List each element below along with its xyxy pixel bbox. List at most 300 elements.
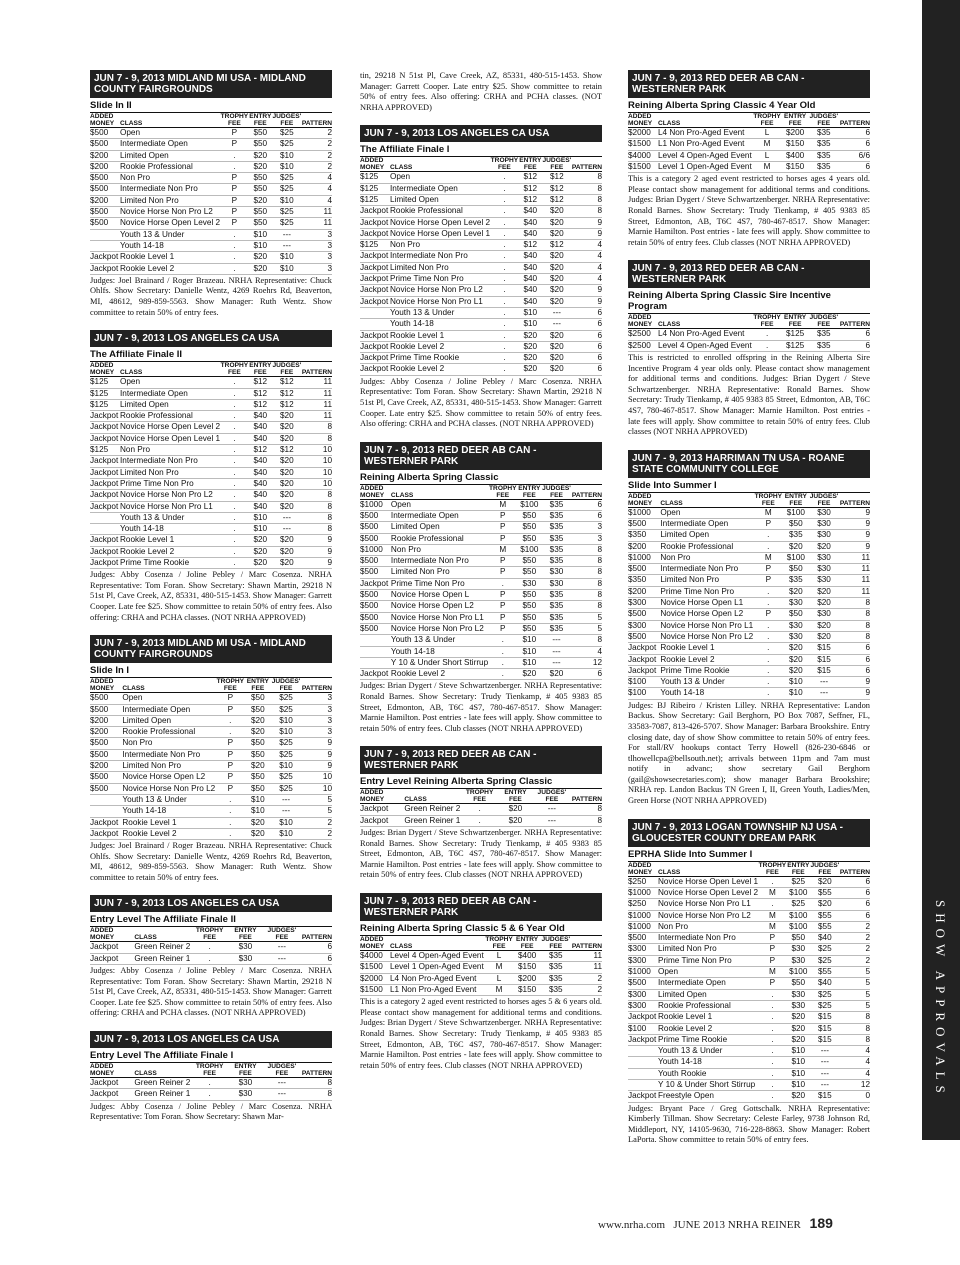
table-row — [360, 183, 602, 194]
cell-pattern: 8 — [840, 1023, 870, 1034]
cell-trophy: . — [490, 330, 519, 341]
cell-trophy: P — [215, 761, 245, 772]
cell-money: $2500 — [628, 329, 658, 340]
cell-entry: $35 — [783, 575, 808, 586]
cell-pattern: 4 — [302, 184, 332, 195]
cell-pattern: 8 — [840, 1012, 870, 1023]
cell-trophy: M — [752, 139, 783, 150]
cell-trophy: . — [220, 388, 249, 399]
cell-pattern: 3 — [302, 240, 332, 251]
cell-pattern: 2 — [302, 128, 332, 139]
cell-pattern: 8 — [572, 815, 602, 826]
cell-entry: $30 — [787, 955, 810, 966]
cell-entry: $50 — [245, 704, 270, 715]
show-header: JUN 7 - 9, 2013 LOS ANGELES CA USA — [360, 125, 602, 142]
page-number: 189 — [809, 1215, 833, 1231]
cell-money: $500 — [360, 556, 391, 567]
cell-judges: $25 — [810, 955, 840, 966]
cell-money: Jackpot — [360, 285, 389, 295]
class-group-title: Slide In I — [90, 663, 332, 678]
cell-class: Non Pro — [122, 738, 215, 749]
cell-trophy: . — [753, 688, 783, 699]
cell-class: Prime Time Rookie — [658, 1034, 758, 1045]
cell-trophy: . — [220, 467, 249, 478]
cell-money: $125 — [360, 183, 390, 194]
page-footer — [598, 1215, 833, 1231]
table-row — [360, 544, 602, 555]
cell-money: $125 — [90, 399, 120, 410]
cell-trophy: . — [488, 646, 517, 657]
show-section — [90, 635, 332, 883]
cell-class: Limited Open — [658, 989, 758, 1000]
table-row — [360, 984, 602, 995]
class-table — [628, 113, 870, 173]
table-row — [90, 738, 332, 749]
cell-trophy: P — [220, 184, 249, 195]
column-header-pattern: PATTERN — [571, 796, 602, 804]
cell-trophy: P — [215, 738, 245, 749]
cell-judges: $35 — [541, 499, 572, 510]
cell-entry: $30 — [229, 1089, 262, 1100]
cell-trophy: . — [220, 411, 249, 422]
cell-money: Jackpot — [90, 953, 134, 964]
cell-judges: $35 — [541, 601, 572, 612]
cell-entry: $50 — [517, 567, 541, 578]
show-section — [90, 70, 332, 318]
column-header-pattern: PATTERN — [301, 120, 332, 127]
cell-money: Jackpot — [360, 815, 404, 826]
cell-judges: $20 — [542, 251, 572, 262]
cell-trophy: . — [490, 307, 519, 318]
footer-site: www.nrha.com — [598, 1219, 666, 1231]
cell-trophy: M — [753, 552, 783, 563]
cell-judges: $25 — [270, 749, 302, 760]
cell-money — [360, 319, 390, 330]
table-row — [628, 654, 870, 665]
cell-class: Novice Horse Open Level 1 — [657, 876, 759, 886]
table-body — [628, 128, 870, 173]
show-notes: Judges: Abby Cosenza / Joline Pebley / Marc Cosenza. NRHA Representative: Tom Foran. Show Secretary: Shawn Martin, 29218 N 51st Pl, Cave Creek, AZ, 85331, 480-515-1453. Show Manager: Garrett Cooper. Late fee $25. Show committee to retain 50% of entry fees. Also offering: CRHA and PCHA classes. (NOT NRHA APPROVED) — [90, 966, 332, 1018]
show-notes: Judges: Bryant Pace / Greg Gottschalk. NRHA Representative: Kimberly Tillman. Show Secretary: Celeste Farley, 9738 Johnson Rd, Middleport, NY, 14105-9630, 716-228-8863. Show Manager: Robert LaPorta. Show committee to retain 50% of entry fees. — [628, 1103, 870, 1145]
cell-judges: $20 — [542, 285, 572, 296]
cell-trophy: M — [758, 967, 787, 978]
table-row — [628, 933, 870, 944]
cell-judges: $25 — [272, 173, 302, 184]
cell-trophy: . — [490, 251, 519, 262]
cell-trophy: M — [753, 507, 783, 518]
cell-money: $125 — [360, 194, 390, 205]
cell-pattern: 11 — [572, 950, 602, 961]
table-row — [360, 194, 602, 205]
cell-judges: $35 — [541, 612, 572, 623]
cell-judges: $55 — [810, 921, 840, 932]
table-head — [360, 485, 602, 500]
cell-entry: $40 — [249, 467, 272, 478]
cell-class: Rookie Level 1 — [122, 817, 215, 828]
cell-judges: $10 — [272, 263, 302, 274]
cell-money: $2000 — [628, 128, 658, 139]
table-row — [90, 445, 332, 456]
cell-class: Youth 13 & Under — [660, 677, 753, 688]
cell-class: Youth 13 & Under — [122, 794, 215, 805]
table-row — [628, 643, 870, 654]
table-row — [628, 598, 870, 609]
cell-judges: --- — [541, 657, 572, 668]
cell-entry: $20 — [245, 828, 270, 839]
cell-trophy: . — [220, 456, 249, 467]
cell-class: Intermediate Non Pro — [120, 456, 220, 467]
cell-pattern: 9 — [302, 535, 332, 546]
cell-class: Rookie Level 2 — [660, 654, 753, 665]
cell-class: Rookie Professional — [390, 206, 490, 217]
cell-entry: $20 — [249, 546, 272, 557]
column-header-entry: ENTRY FEE — [787, 861, 810, 876]
cell-trophy: . — [220, 433, 249, 444]
cell-judges: $20 — [272, 490, 302, 501]
cell-pattern: 6 — [840, 876, 870, 887]
cell-entry: $50 — [783, 609, 808, 620]
cell-trophy: . — [753, 665, 783, 676]
cell-pattern: 10 — [302, 445, 332, 456]
cell-money: $500 — [628, 631, 660, 642]
header-row — [90, 362, 332, 377]
cell-pattern: 8 — [302, 490, 332, 501]
show-section — [360, 125, 602, 429]
cell-trophy: P — [488, 510, 517, 521]
table-row — [360, 228, 602, 239]
table-row — [628, 1068, 870, 1079]
table-row — [90, 478, 332, 489]
cell-trophy: P — [753, 575, 783, 586]
cell-entry: $20 — [249, 150, 272, 161]
cell-money: Jackpot — [360, 206, 389, 216]
column-header-judges: JUDGES' FEE — [541, 935, 571, 950]
cell-money: Jackpot — [90, 478, 119, 488]
cell-judges: $40 — [810, 978, 840, 989]
cell-pattern: 3 — [302, 715, 332, 726]
class-table — [360, 485, 602, 681]
cell-class: Youth 14-18 — [122, 806, 215, 817]
cell-money: $1500 — [628, 139, 658, 150]
table-row — [90, 173, 332, 184]
table-row — [628, 1080, 870, 1091]
cell-trophy: P — [220, 128, 249, 139]
table-row — [90, 411, 332, 422]
cell-entry: $100 — [787, 887, 810, 898]
column-header-judges: JUDGES' FEE — [272, 362, 302, 377]
cell-entry: $50 — [517, 612, 541, 623]
cell-entry: $100 — [787, 921, 810, 932]
cell-money: Jackpot — [90, 501, 119, 511]
table-body — [90, 128, 332, 275]
cell-money: Jackpot — [628, 665, 660, 676]
cell-judges: $35 — [540, 962, 572, 973]
cell-judges: $30 — [808, 552, 840, 563]
table-row — [628, 1012, 870, 1023]
cell-trophy: . — [758, 1012, 787, 1023]
cell-judges: --- — [262, 942, 302, 953]
cell-money: Jackpot — [90, 252, 119, 262]
cell-entry: $30 — [787, 1000, 810, 1011]
cell-trophy: . — [215, 817, 245, 828]
table-row — [90, 512, 332, 523]
table-row — [360, 296, 602, 307]
cell-trophy: . — [190, 942, 229, 953]
cell-pattern: 9 — [572, 228, 602, 239]
cell-pattern: 8 — [572, 804, 602, 815]
cell-money: Jackpot — [90, 1089, 134, 1100]
table-row — [360, 567, 602, 578]
cell-judges: --- — [272, 229, 302, 240]
table-row — [360, 330, 602, 341]
cell-money — [90, 806, 122, 817]
cell-judges: $15 — [810, 1023, 840, 1034]
show-header: JUN 7 - 9, 2013 MIDLAND MI USA - MIDLAND COUNTY FAIRGROUNDS — [90, 70, 332, 98]
cell-entry: $10 — [249, 240, 272, 251]
cell-entry: $40 — [249, 456, 272, 467]
table-row — [360, 646, 602, 657]
cell-class: Rookie Level 2 — [120, 263, 220, 274]
cell-money: $200 — [90, 161, 120, 172]
cell-entry: $20 — [249, 557, 272, 568]
cell-entry: $40 — [249, 433, 272, 444]
cell-money: $1000 — [360, 544, 391, 555]
table-row — [360, 556, 602, 567]
cell-money: $200 — [90, 727, 122, 738]
cell-trophy: . — [753, 654, 783, 665]
cell-judges: $12 — [542, 172, 572, 183]
class-group-title: Entry Level The Affiliate Finale I — [90, 1048, 332, 1063]
cell-judges: $20 — [272, 535, 302, 546]
cell-pattern: 6 — [840, 643, 870, 654]
cell-class: Prime Time Rookie — [120, 557, 220, 568]
table-row — [628, 150, 870, 161]
cell-pattern: 8 — [572, 578, 602, 589]
cell-money: $300 — [628, 1000, 658, 1011]
cell-trophy: . — [490, 183, 519, 194]
table-row — [360, 217, 602, 228]
cell-trophy: . — [753, 541, 783, 552]
cell-entry: $40 — [249, 411, 272, 422]
show-notes: Judges: Abby Cosenza / Joline Pebley / Marc Cosenza. NRHA Representative: Tom Foran. Show Secretary: Shawn Martin, 29218 N 51st Pl, Cave Creek, AZ, 85331, 480-515-1453. Show Manager: Garrett Cooper. Late entry $25. Show committee to retain 50% of entry fees. Also offering: CRHA and PCHA classes. (NOT NRHA APPROVED) — [360, 376, 602, 429]
column-header-trophy: TROPHY FEE — [485, 935, 513, 950]
cell-money: $500 — [628, 978, 658, 989]
cell-pattern: 8 — [572, 590, 602, 601]
cell-money: $100 — [628, 688, 660, 699]
show-header: JUN 7 - 9, 2013 LOS ANGELES CA USA — [90, 895, 332, 912]
cell-class: Youth 13 & Under — [120, 229, 220, 240]
cell-money: Jackpot — [90, 817, 122, 828]
table-row — [628, 1023, 870, 1034]
cell-judges: $10 — [272, 195, 302, 206]
cell-judges: $35 — [541, 522, 572, 533]
column-header-class: CLASS — [657, 321, 681, 329]
cell-money: $500 — [90, 184, 120, 195]
cell-class: Non Pro — [390, 240, 490, 251]
cell-pattern: 6 — [572, 319, 602, 330]
cell-judges: $35 — [540, 973, 572, 984]
cell-judges: $55 — [810, 967, 840, 978]
header-row — [628, 314, 870, 329]
cell-entry: $20 — [499, 804, 532, 815]
table-row — [628, 552, 870, 563]
column-header-class: CLASS — [389, 942, 413, 950]
cell-judges: $20 — [542, 330, 572, 341]
table-row — [360, 578, 602, 589]
column-header-pattern: PATTERN — [839, 868, 870, 876]
cell-pattern: 3 — [302, 263, 332, 274]
cell-pattern: 8 — [572, 544, 602, 555]
cell-pattern: 9 — [302, 738, 332, 749]
cell-class: Level 1 Open-Aged Event — [389, 962, 484, 972]
cell-class: Novice Horse Non Pro L1 — [390, 296, 490, 307]
cell-pattern: 11 — [840, 575, 870, 586]
header-row — [90, 678, 332, 693]
cell-judges: $15 — [808, 643, 840, 654]
cell-class: Rookie Level 2 — [122, 828, 215, 839]
cell-class: Rookie Level 2 — [390, 341, 490, 352]
cell-judges: $35 — [540, 984, 572, 995]
sidebar-label: SHOW APPROVALS — [933, 900, 948, 1099]
cell-money: $1000 — [628, 887, 658, 898]
table-row — [90, 1089, 332, 1100]
cell-pattern: 8 — [572, 206, 602, 217]
cell-pattern: 2 — [302, 161, 332, 172]
cell-pattern: 3 — [302, 252, 332, 263]
cell-trophy: . — [490, 274, 519, 285]
table-row — [90, 139, 332, 150]
cell-money: $500 — [360, 510, 391, 521]
cell-class: Limited Open — [122, 715, 215, 726]
cell-judges: $25 — [810, 1000, 840, 1011]
cell-trophy: . — [490, 296, 519, 307]
header-row — [628, 113, 870, 128]
cell-class: Novice Horse Open Level 2 — [119, 422, 221, 432]
cell-trophy: . — [220, 399, 249, 410]
cell-money: Jackpot — [360, 364, 389, 374]
table-row — [360, 612, 602, 623]
cell-trophy: . — [215, 806, 245, 817]
cell-class: Limited Non Pro — [120, 467, 220, 478]
cell-entry: $20 — [249, 195, 272, 206]
cell-money: $500 — [628, 518, 660, 529]
cell-pattern: 4 — [572, 240, 602, 251]
cell-trophy: P — [220, 195, 249, 206]
cell-trophy: P — [488, 601, 517, 612]
table-row — [628, 340, 870, 351]
cell-money: $500 — [628, 564, 660, 575]
cell-money: $1500 — [360, 962, 390, 973]
table-row — [90, 218, 332, 229]
show-notes: Judges: Abby Cosenza / Joline Pebley / Marc Cosenza. NRHA Representative: Tom Foran. Show Secretary: Shawn Martin, 29218 N 51st Pl, Cave Creek, AZ, 85331, 480-515-1453. Show Manager: Garrett Cooper. Late fee $25. Show committee to retain 50% of entry fees. Also offering: CRHA and PCHA classes. (NOT NRHA APPROVED) — [90, 570, 332, 622]
cell-entry: $10 — [245, 806, 270, 817]
cell-class: Limited Open — [391, 522, 488, 533]
cell-entry: $20 — [249, 161, 272, 172]
cell-trophy: . — [752, 340, 783, 351]
cell-entry: $50 — [517, 510, 541, 521]
cell-entry: $50 — [787, 978, 810, 989]
cell-pattern: 11 — [840, 552, 870, 563]
cell-pattern: 5 — [572, 623, 602, 634]
cell-trophy: P — [220, 207, 249, 218]
cell-class: Novice Horse Open Level 2 — [657, 887, 759, 897]
cell-class: Intermediate Non Pro — [120, 184, 220, 195]
cell-class: Novice Horse Open Level 2 — [119, 218, 221, 228]
cell-class: Youth Rookie — [658, 1068, 758, 1079]
cell-money: Jackpot — [90, 546, 119, 556]
cell-class: Rookie Professional — [120, 411, 220, 422]
cell-pattern: 6 — [572, 341, 602, 352]
cell-money: Jackpot — [628, 643, 660, 654]
cell-judges: $35 — [808, 139, 840, 150]
cell-money: $1000 — [628, 921, 658, 932]
column-header-entry: ENTRY FEE — [249, 362, 272, 377]
cell-judges: $20 — [272, 433, 302, 444]
cell-entry: $20 — [519, 341, 542, 352]
table-row — [90, 942, 332, 953]
cell-trophy: . — [490, 262, 519, 273]
show-header: JUN 7 - 9, 2013 LOGAN TOWNSHIP NJ USA - GLOUCESTER COUNTY DREAM PARK — [628, 819, 870, 847]
column-header-entry: ENTRY FEE — [516, 935, 539, 950]
cell-judges: $35 — [808, 161, 840, 172]
cell-pattern: 9 — [840, 688, 870, 699]
show-header: JUN 7 - 9, 2013 LOS ANGELES CA USA — [90, 330, 332, 347]
cell-class: Prime Time Non Pro — [660, 586, 753, 597]
cell-judges: $25 — [272, 184, 302, 195]
cell-class: Rookie Level 2 — [391, 669, 488, 680]
show-header: JUN 7 - 9, 2013 RED DEER AB CAN - WESTERNER PARK — [360, 442, 602, 470]
cell-trophy: . — [220, 535, 249, 546]
class-table — [90, 678, 332, 840]
cell-money: Jackpot — [360, 804, 404, 815]
cell-entry: $400 — [514, 950, 539, 961]
cell-entry: $40 — [249, 490, 272, 501]
cell-class: Youth 14-18 — [120, 240, 220, 251]
column-header-money: ADDED MONEY — [628, 861, 653, 876]
table-row — [90, 535, 332, 546]
cell-money: $1500 — [360, 984, 390, 995]
cell-entry: $25 — [787, 876, 810, 887]
cell-class: Rookie Level 2 — [390, 364, 490, 375]
cell-judges: $10 — [272, 252, 302, 263]
cell-class: Rookie Level 1 — [120, 252, 220, 263]
cell-pattern: 0 — [840, 1091, 870, 1102]
table-row — [360, 635, 602, 646]
cell-entry: $30 — [783, 631, 808, 642]
table-body — [628, 876, 870, 1102]
column-header-trophy: TROPHY FEE — [465, 789, 494, 804]
cell-money: Jackpot — [628, 654, 660, 665]
cell-trophy: L — [484, 950, 515, 961]
table-row — [360, 669, 602, 680]
cell-trophy: . — [758, 1000, 787, 1011]
cell-judges: $12 — [542, 240, 572, 251]
table-row — [90, 184, 332, 195]
table-body — [360, 499, 602, 680]
cell-pattern: 3 — [302, 229, 332, 240]
cell-trophy: L — [752, 128, 783, 139]
cell-judges: $15 — [810, 1034, 840, 1045]
cell-pattern: 4 — [840, 1046, 870, 1057]
cell-trophy: . — [758, 989, 787, 1000]
column-header-entry: ENTRY FEE — [519, 157, 542, 172]
cell-judges: $12 — [542, 194, 572, 205]
cell-judges: $20 — [808, 598, 840, 609]
cell-pattern: 8 — [302, 422, 332, 433]
cell-entry: $25 — [787, 899, 810, 910]
cell-trophy: M — [488, 499, 517, 510]
table-row — [90, 794, 332, 805]
